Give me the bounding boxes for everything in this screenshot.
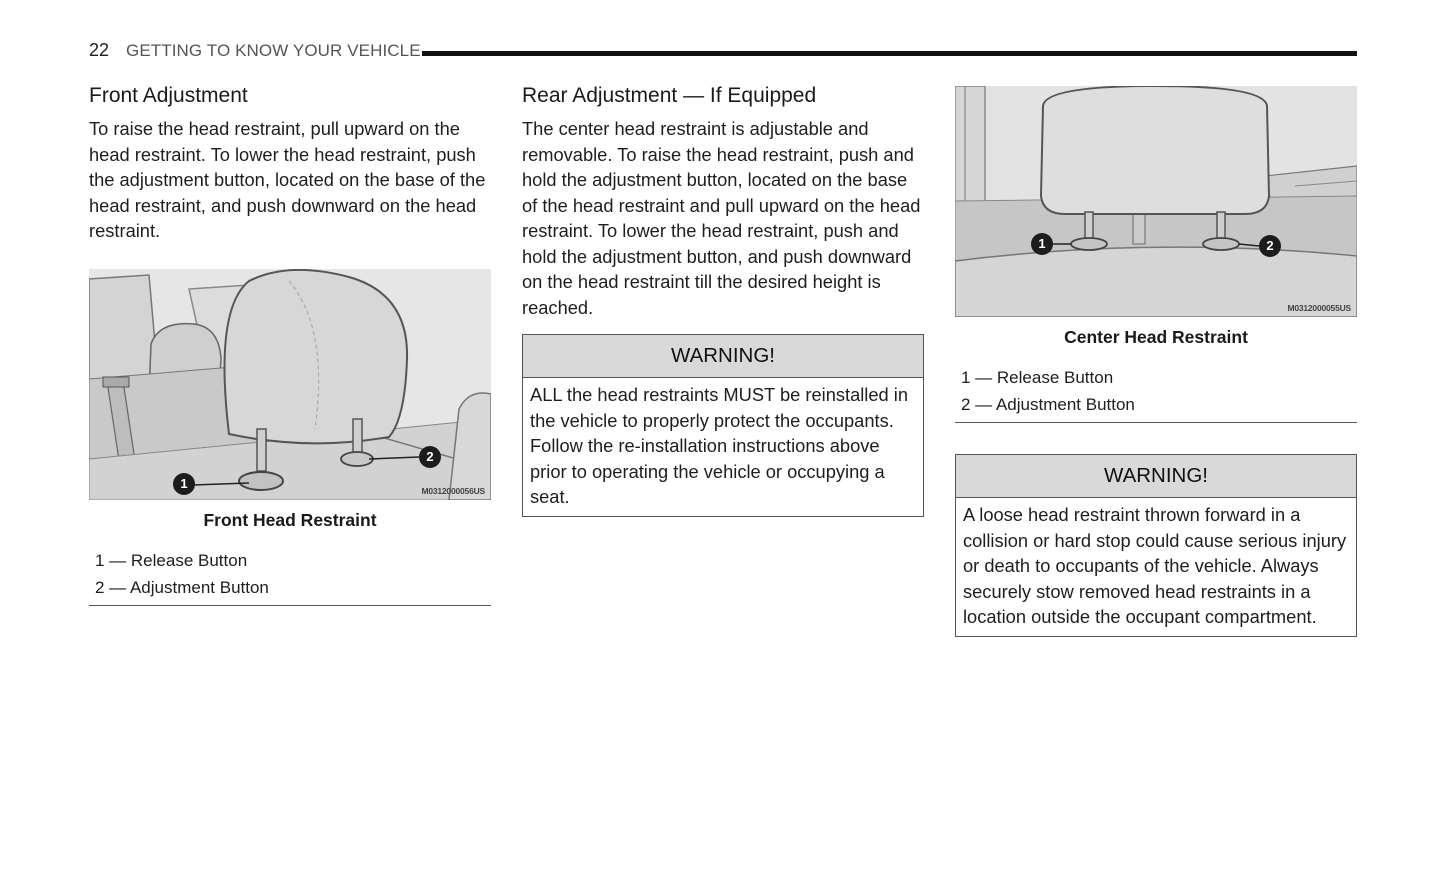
callout-2: 2 [419,446,441,468]
running-title: GETTING TO KNOW YOUR VEHICLE [126,41,421,60]
figure-id: M0312000056US [421,485,485,496]
figure-id: M0312000055US [1287,303,1351,313]
legend-item: 1 — Release Button [961,368,1114,387]
warning-text: A loose head restraint thrown forward in a collision or hard stop could cause serious injury or death to occupants of the vehicle. Always securely stow removed head restraints in a location outside the occupant compartment. [963,504,1347,627]
center-head-restraint-illustration [955,86,1357,317]
rear-adjustment-text: The center head restraint is adjustable and removable. To raise the head restraint, push and hold the adjustment button, located on the base of the head restraint and pull upward on the head restraint. To lower the head restraint, push and hold the adjustment button, and push downward on the head restraint till the desired height is reached. [522,118,921,318]
rear-adjustment-column [522,83,924,517]
warning-title: WARNING! [956,455,1356,498]
legend-item: 2 — Adjustment Button [961,395,1135,414]
rear-adjustment-heading: Rear Adjustment — If Equipped [522,84,817,107]
front-head-restraint-figure [89,269,491,500]
page-header [89,38,1357,64]
callout-2: 2 [1259,235,1281,257]
front-adjustment-heading: Front Adjustment [89,84,248,107]
header-rule [422,51,1357,56]
front-adjustment-text: To raise the head restraint, pull upward on the head restraint. To lower the head restraint, push the adjustment button, located on the base of the head restraint, and push downward on the head restraint. [89,118,486,241]
center-restraint-column [955,83,1357,637]
center-figure-legend [955,364,1357,423]
callout-1: 1 [1031,233,1053,255]
loose-restraint-warning-box [955,454,1357,637]
front-figure-caption: Front Head Restraint [203,509,377,530]
center-figure-caption: Center Head Restraint [1064,327,1248,347]
legend-item: 1 — Release Button [95,550,248,570]
legend-item: 2 — Adjustment Button [95,577,269,597]
front-adjustment-column [89,83,491,606]
callout-1: 1 [173,473,195,495]
front-figure-legend [89,547,491,606]
page-number: 22 [89,40,110,60]
warning-text: ALL the head restraints MUST be reinstalled in the vehicle to properly protect the occupants. Follow the re-installation instructions above prior to operating the vehicle or occupying a seat. [530,384,909,507]
warning-title: WARNING! [523,335,923,378]
reinstall-warning-box [522,334,924,517]
center-head-restraint-figure [955,86,1357,317]
